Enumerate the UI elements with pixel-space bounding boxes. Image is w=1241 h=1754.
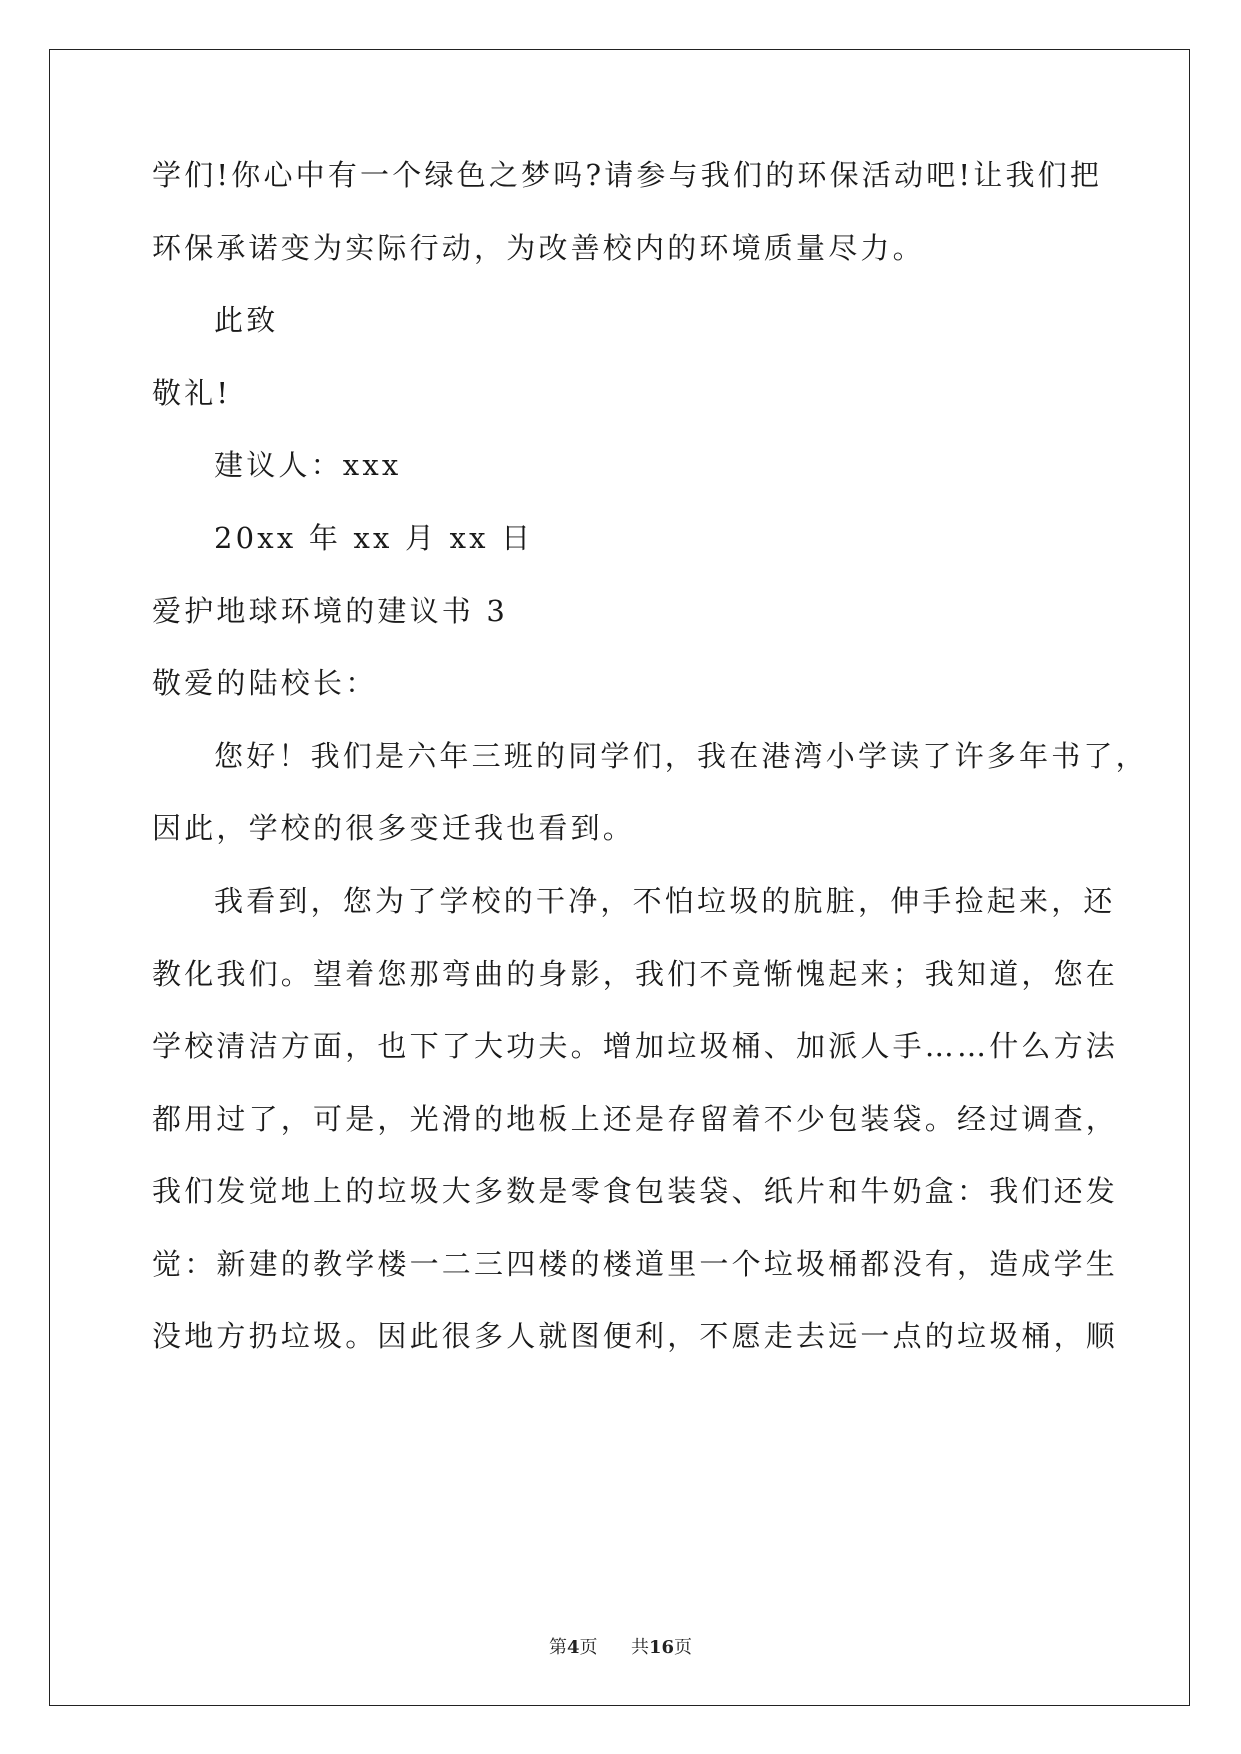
- page-number-prefix: 第: [548, 1637, 567, 1658]
- text-line-10: 因此，学校的很多变迁我也看到。: [152, 811, 636, 845]
- text-line-17: 没地方扔垃圾。因此很多人就图便利，不愿走去远一点的垃圾桶，顺: [152, 1319, 1119, 1353]
- signature-proposer: 建议人：xxx: [214, 448, 402, 482]
- total-pages-suffix: 页: [674, 1637, 693, 1658]
- closing-phrase: 此致: [214, 303, 279, 337]
- current-page-number: 4: [566, 1637, 580, 1658]
- text-line-14: 都用过了，可是，光滑的地板上还是存留着不少包装袋。经过调查，: [152, 1102, 1119, 1136]
- text-line-11: 我看到，您为了学校的干净，不怕垃圾的肮脏，伸手捡起来，还: [214, 884, 1116, 918]
- signature-date: 20xx 年 xx 月 xx 日: [214, 521, 534, 555]
- text-line-1: 学们!你心中有一个绿色之梦吗?请参与我们的环保活动吧!让我们把: [152, 158, 1103, 192]
- text-line-2: 环保承诺变为实际行动，为改善校内的环境质量尽力。: [152, 231, 925, 265]
- text-line-12: 教化我们。望着您那弯曲的身影，我们不竟惭愧起来；我知道，您在: [152, 957, 1119, 991]
- total-pages-number: 16: [648, 1637, 675, 1658]
- greeting: 敬爱的陆校长：: [152, 666, 378, 700]
- page-border: [49, 49, 1190, 1706]
- page-footer: [0, 1633, 1241, 1659]
- text-line-9: 您好！我们是六年三班的同学们，我在港湾小学读了许多年书了，: [214, 739, 1148, 773]
- salutation: 敬礼!: [152, 376, 232, 410]
- text-line-13: 学校清洁方面，也下了大功夫。增加垃圾桶、加派人手……什么方法: [152, 1029, 1119, 1063]
- text-line-16: 觉：新建的教学楼一二三四楼的楼道里一个垃圾桶都没有，造成学生: [152, 1247, 1119, 1281]
- total-pages-prefix: 共: [630, 1637, 649, 1658]
- page-number-suffix: 页: [579, 1637, 598, 1658]
- section-title: 爱护地球环境的建议书 3: [152, 594, 509, 628]
- text-line-15: 我们发觉地上的垃圾大多数是零食包装袋、纸片和牛奶盒：我们还发: [152, 1174, 1119, 1208]
